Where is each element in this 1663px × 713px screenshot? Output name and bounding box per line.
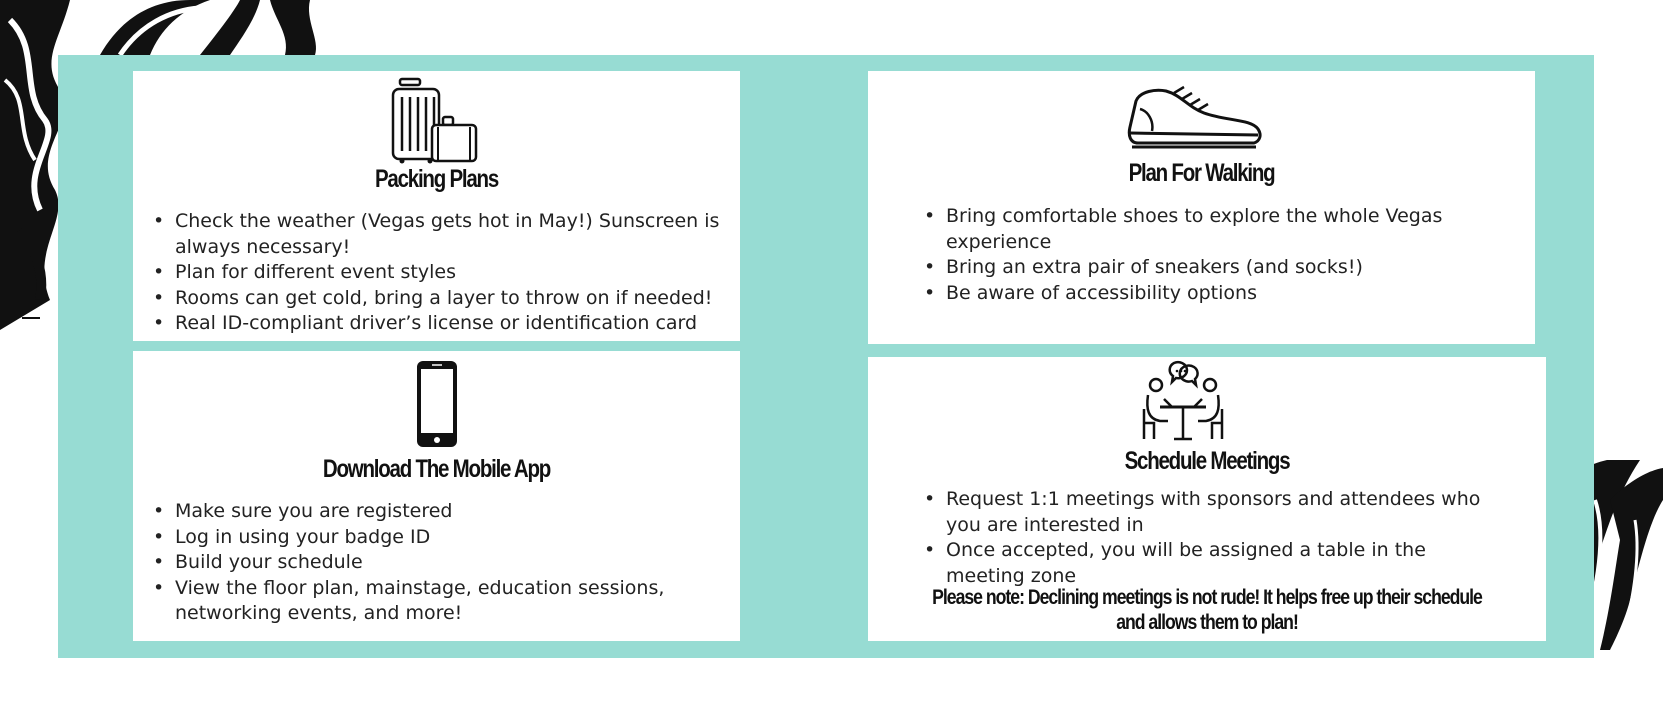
bullet-list	[924, 487, 1504, 589]
meetings-note: Please note: Declining meetings is not rude! It helps free up their schedule and allows them to plan!	[932, 586, 1482, 634]
list-item: • Rooms can get cold, bring a layer to throw on if needed!	[153, 286, 733, 312]
list-item: • Real ID-compliant driver’s license or identification card	[153, 311, 733, 337]
list-item: • Log in using your badge ID	[153, 525, 713, 551]
list-item: • Build your schedule	[153, 550, 713, 576]
card-packing-plans	[133, 71, 740, 341]
smartphone-icon	[415, 359, 459, 449]
list-item: • Request 1:1 meetings with sponsors and attendees who you are interested in	[924, 487, 1504, 538]
card-download-mobile-app	[133, 351, 740, 641]
list-item: • View the floor plan, mainstage, education sessions, networking events, and more!	[153, 576, 713, 627]
meeting-icon	[1140, 359, 1226, 443]
card-schedule-meetings	[868, 357, 1546, 641]
card-title: Packing Plans	[374, 165, 499, 193]
list-item: • Be aware of accessibility options	[924, 281, 1444, 307]
list-item: • Bring comfortable shoes to explore the whole Vegas experience	[924, 204, 1444, 255]
list-item: • Plan for different event styles	[153, 260, 733, 286]
card-plan-for-walking	[868, 71, 1535, 344]
list-item: • Check the weather (Vegas gets hot in May!) Sunscreen is always necessary!	[153, 209, 733, 260]
sneaker-icon	[1126, 81, 1266, 153]
list-item: • Once accepted, you will be assigned a table in the meeting zone	[924, 538, 1504, 589]
list-item: • Bring an extra pair of sneakers (and socks!)	[924, 255, 1444, 281]
card-title: Schedule Meetings	[1124, 447, 1290, 475]
luggage-icon	[388, 77, 478, 165]
bullet-list	[153, 499, 713, 627]
card-title: Download The Mobile App	[322, 455, 551, 483]
content-panel	[58, 55, 1594, 658]
bullet-list	[153, 209, 733, 337]
card-title: Plan For Walking	[1128, 159, 1275, 187]
list-item: • Make sure you are registered	[153, 499, 713, 525]
bullet-list	[924, 204, 1444, 306]
